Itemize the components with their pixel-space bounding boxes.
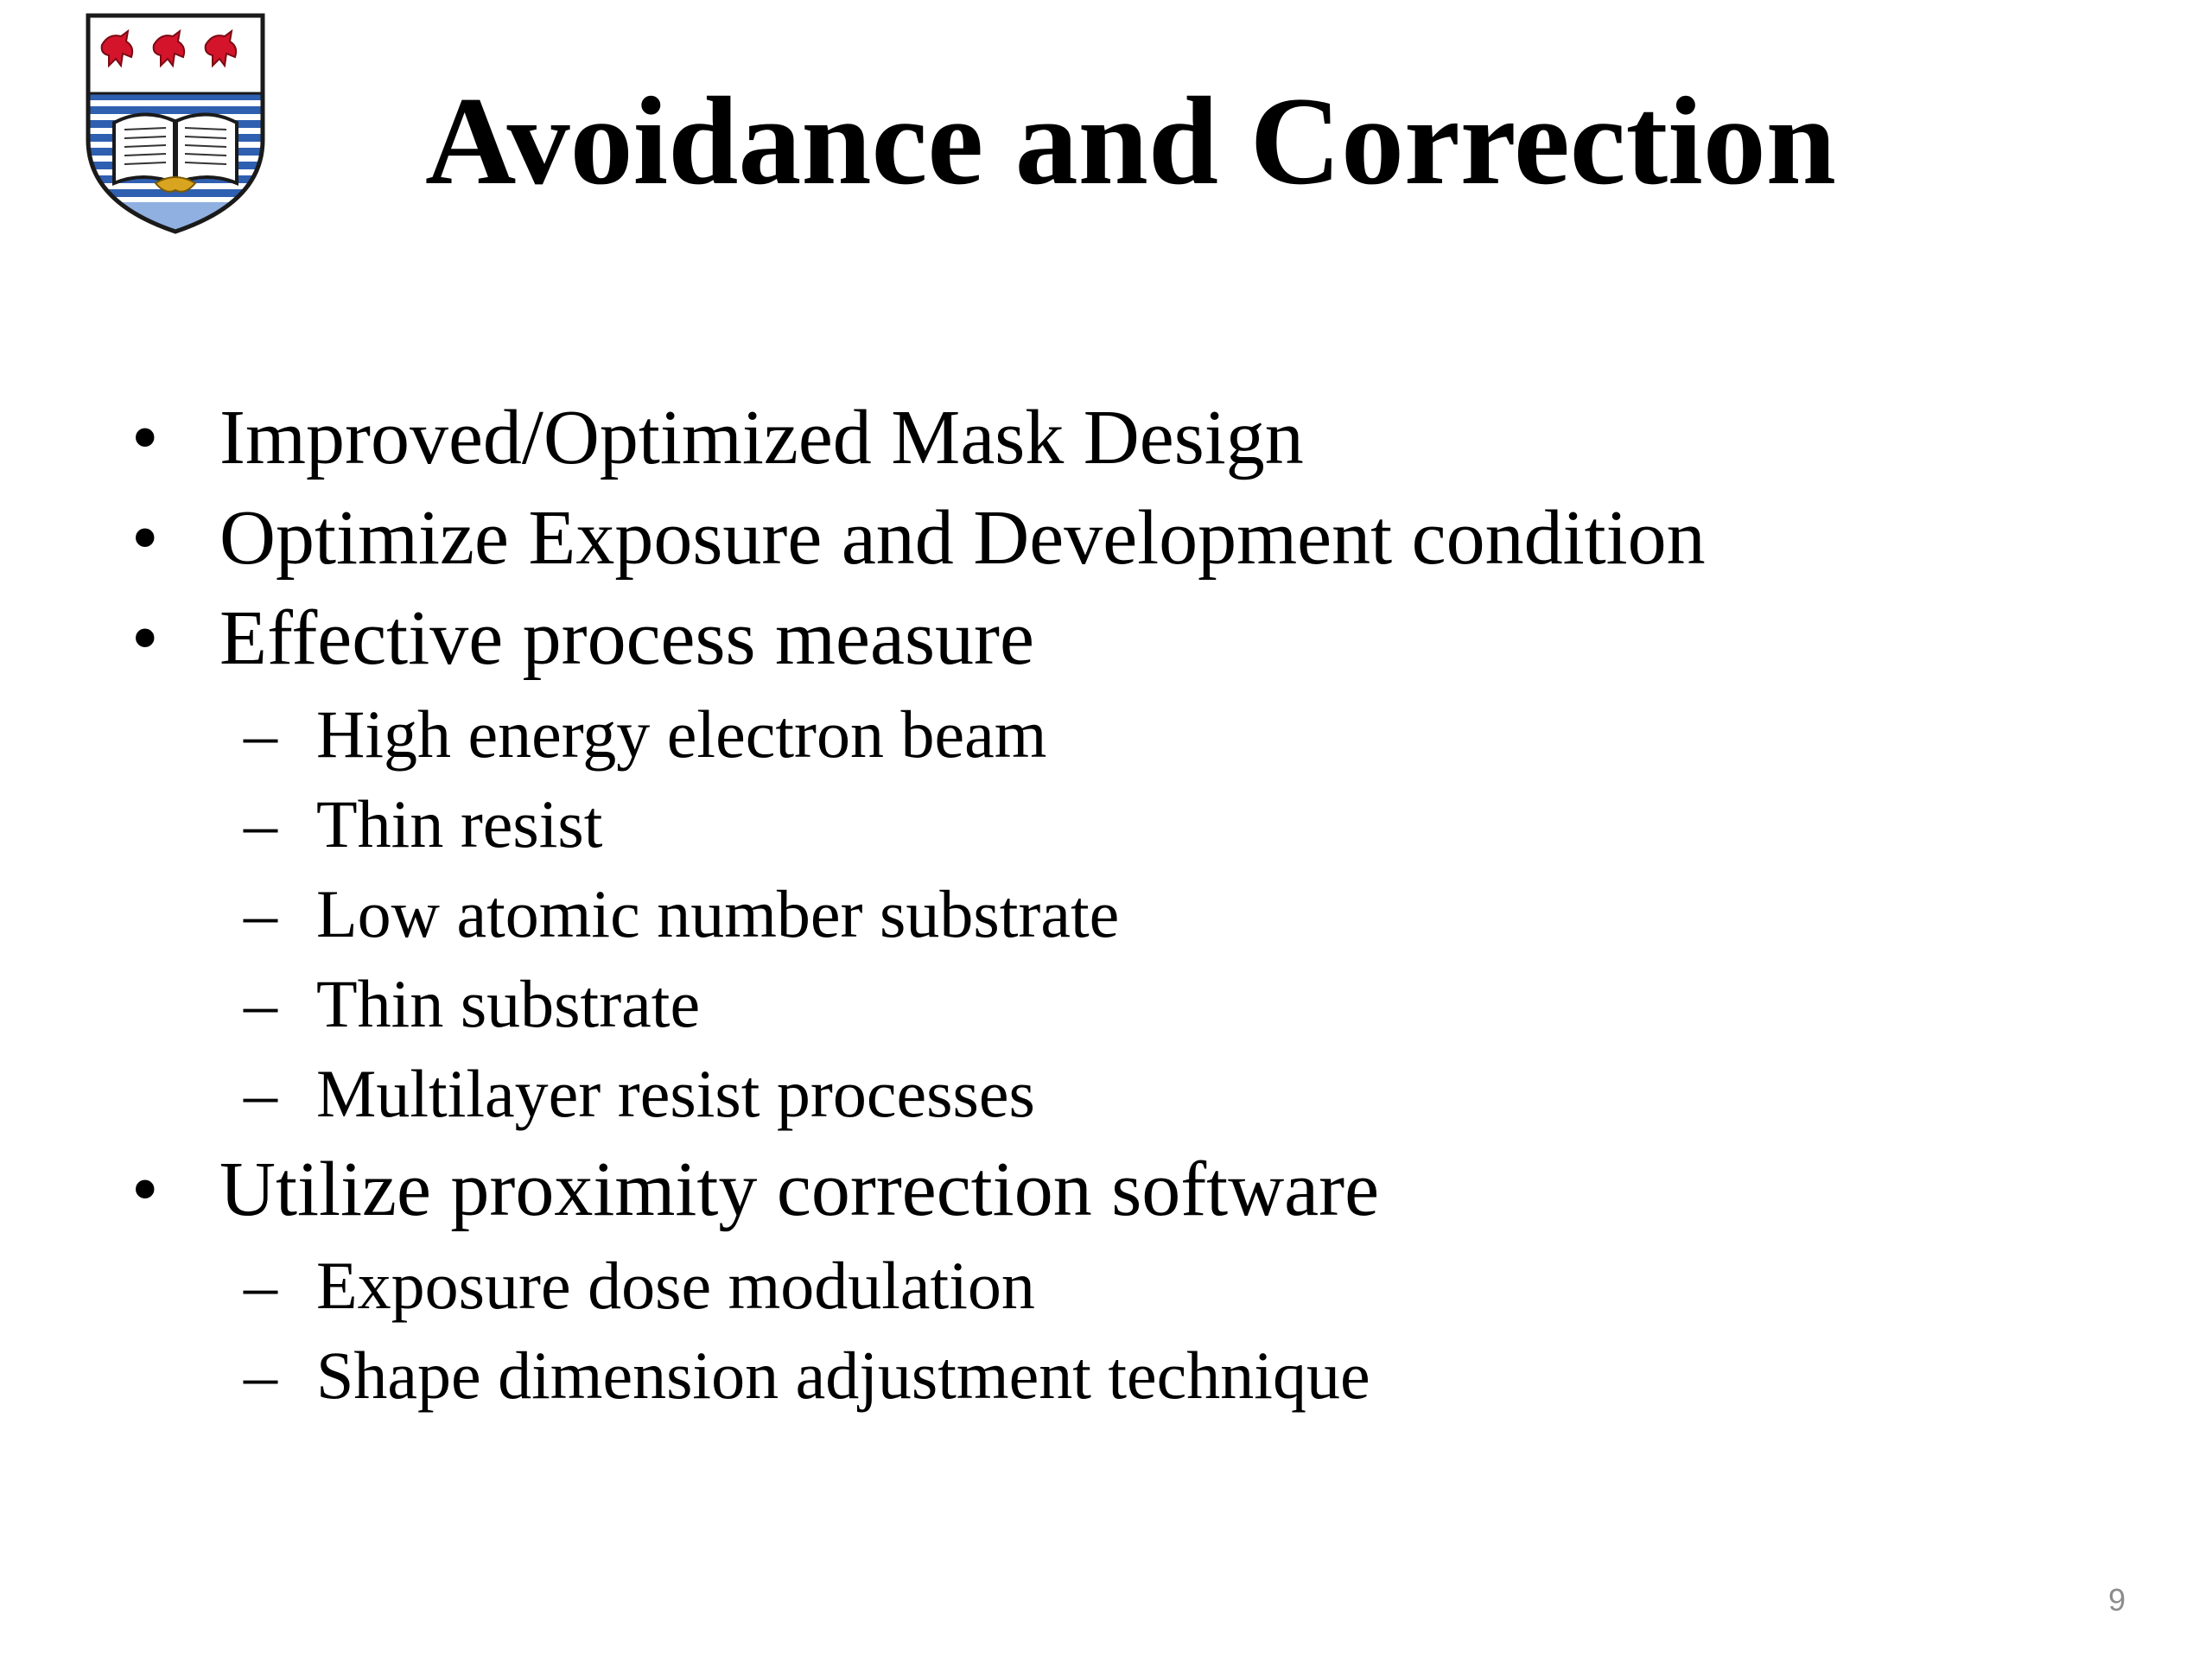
bullet-icon: • <box>131 395 159 480</box>
dash-icon: – <box>244 786 277 861</box>
bullet-item: Utilize proximity correction software <box>219 1147 1380 1232</box>
sub-item: High energy electron beam <box>316 696 1047 772</box>
dash-icon: – <box>244 1056 277 1131</box>
bullet-icon: • <box>131 595 159 681</box>
dash-icon: – <box>244 1338 277 1413</box>
bullet-icon: • <box>131 1147 159 1232</box>
sub-item: Exposure dose modulation <box>316 1248 1035 1323</box>
dash-icon: – <box>244 966 277 1041</box>
bullet-item: Optimize Exposure and Development condition <box>219 495 1706 581</box>
bullet-icon: • <box>131 495 159 581</box>
slide-number: 9 <box>2107 1582 2126 1618</box>
dash-icon: – <box>244 876 277 951</box>
sub-item: Thin resist <box>316 786 603 861</box>
slide-title: Avoidance and Correction <box>425 71 1836 211</box>
bullet-item: Effective process measure <box>219 595 1034 681</box>
bullet-item: Improved/Optimized Mask Design <box>219 395 1304 480</box>
dash-icon: – <box>244 696 277 772</box>
dash-icon: – <box>244 1248 277 1323</box>
sub-item: Thin substrate <box>316 966 701 1041</box>
sub-item: Shape dimension adjustment technique <box>316 1338 1370 1413</box>
sub-item: Multilayer resist processes <box>316 1056 1035 1131</box>
university-crest-icon <box>83 10 268 237</box>
sub-item: Low atomic number substrate <box>316 876 1120 951</box>
